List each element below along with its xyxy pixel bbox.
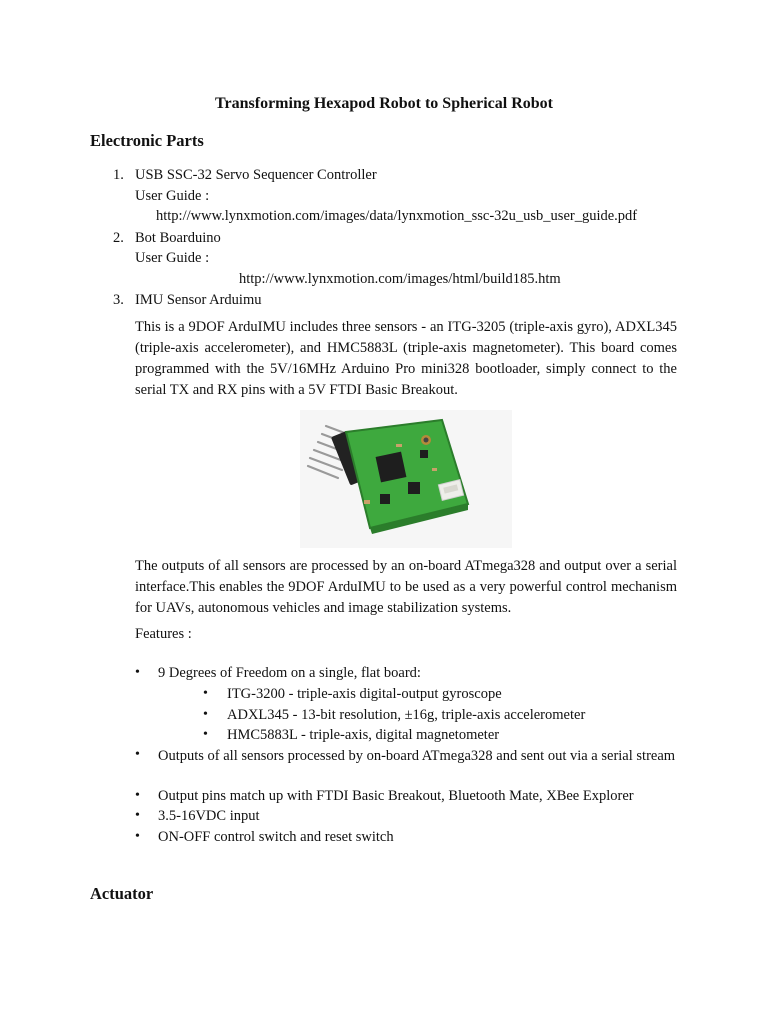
feature-item: Outputs of all sensors processed by on-board ATmega328 and sent out via a serial stream: [158, 748, 676, 764]
bullet-glyph: •: [203, 727, 208, 742]
feature-item: 9 Degrees of Freedom on a single, flat board:: [158, 665, 421, 681]
bullet-glyph: •: [135, 665, 140, 680]
feature-subitem: ADXL345 - 13-bit resolution, ±16g, triple-axis accelerometer: [227, 707, 586, 723]
feature-item: 3.5-16VDC input: [158, 808, 260, 824]
features-label: Features :: [135, 626, 192, 642]
bullet-glyph: •: [203, 686, 208, 701]
imu-board-photo: [300, 410, 512, 548]
list-number: 1.: [113, 167, 124, 183]
heading-actuator: Actuator: [90, 884, 154, 903]
user-guide-label: User Guide :: [135, 188, 210, 204]
imu-intro-paragraph: This is a 9DOF ArduIMU includes three sensors - an ITG-3205 (triple-axis gyro), ADXL345 (triple-axis accelerometer), and HMC5883L (triple-axis magnetometer). This board comes programmed with the 5V/16MHz Arduino Pro mini328 bootloader, simply connect to the serial TX and RX pins with a 5V FTDI Basic Breakout.: [135, 319, 677, 398]
bullet-glyph: •: [135, 808, 140, 823]
user-guide-link[interactable]: http://www.lynxmotion.com/images/html/build185.htm: [239, 271, 561, 287]
part-name: USB SSC-32 Servo Sequencer Controller: [135, 167, 377, 183]
user-guide-label: User Guide :: [135, 250, 210, 266]
document-title: Transforming Hexapod Robot to Spherical Robot: [215, 95, 553, 112]
feature-item: Output pins match up with FTDI Basic Breakout, Bluetooth Mate, XBee Explorer: [158, 788, 634, 804]
part-name: IMU Sensor Arduimu: [135, 292, 262, 308]
imu-outputs-paragraph: The outputs of all sensors are processed by an on-board ATmega328 and output over a serial interface.This enables the 9DOF ArduIMU to be used as a very powerful control mechanism for UAVs, autonomous vehicles and image stabilization systems.: [135, 558, 677, 616]
feature-subitem: HMC5883L - triple-axis, digital magnetometer: [227, 727, 500, 743]
part-name: Bot Boarduino: [135, 230, 221, 246]
feature-subitem: ITG-3200 - triple-axis digital-output gyroscope: [227, 686, 502, 702]
bullet-glyph: •: [135, 829, 140, 844]
heading-electronic-parts: Electronic Parts: [90, 131, 204, 150]
bullet-glyph: •: [135, 747, 140, 762]
bullet-glyph: •: [203, 707, 208, 722]
list-number: 2.: [113, 230, 124, 246]
feature-item: ON-OFF control switch and reset switch: [158, 829, 394, 845]
user-guide-link[interactable]: http://www.lynxmotion.com/images/data/lynxmotion_ssc-32u_usb_user_guide.pdf: [156, 208, 638, 224]
bullet-glyph: •: [135, 788, 140, 803]
list-number: 3.: [113, 292, 124, 308]
